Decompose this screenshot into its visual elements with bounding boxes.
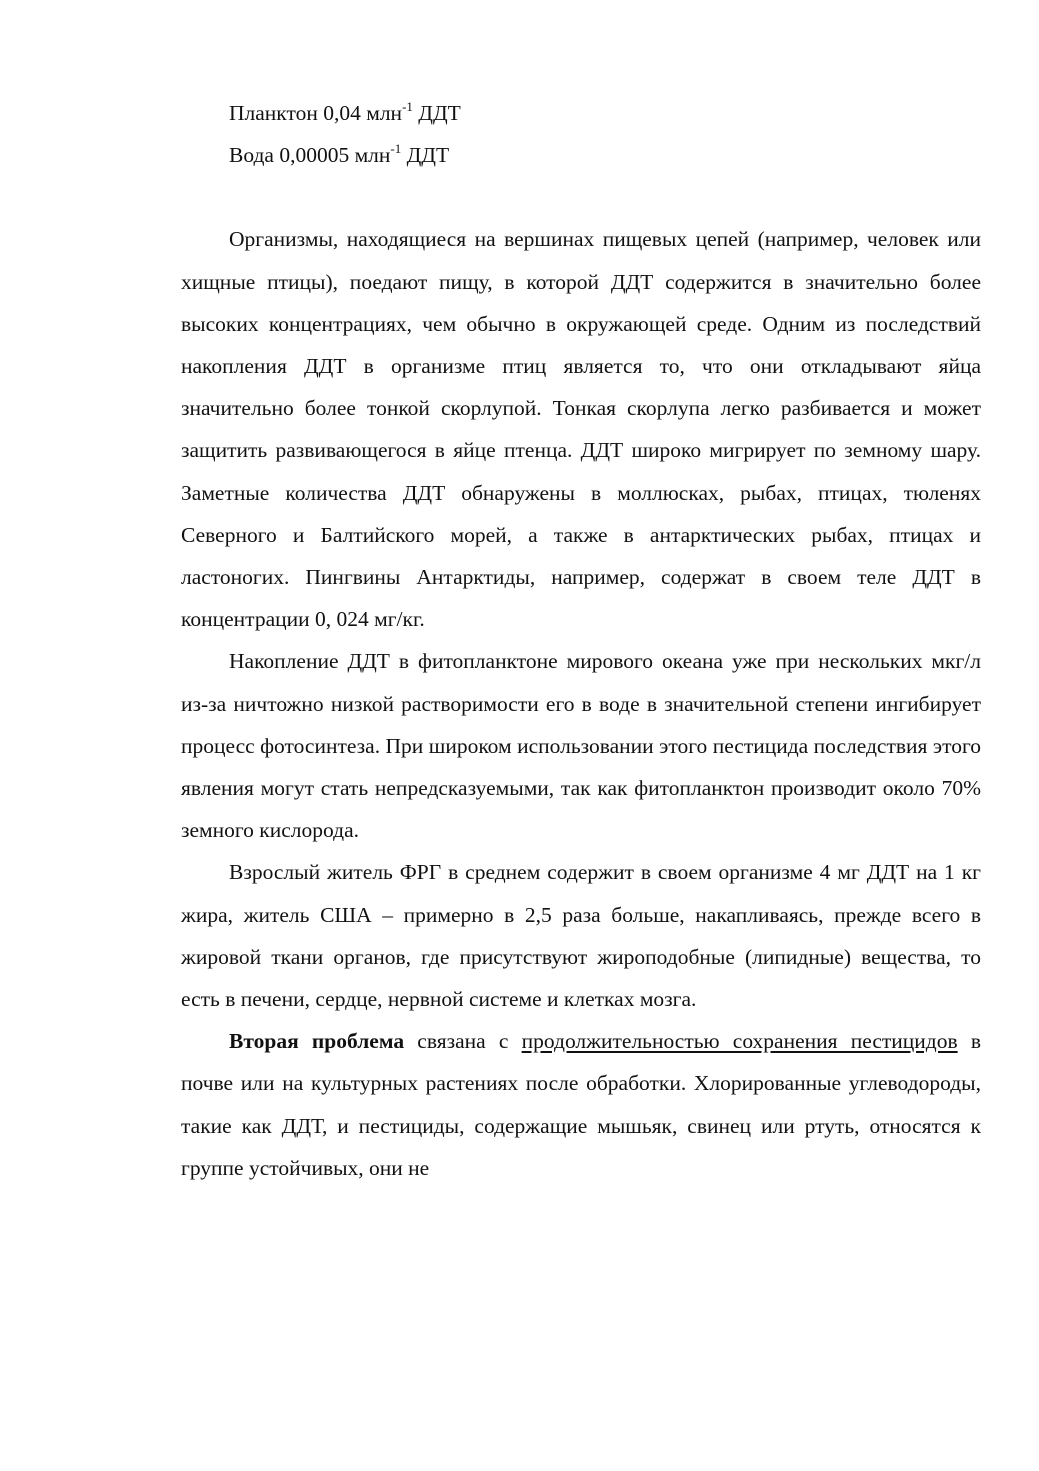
bold-heading-phrase: Вторая проблема bbox=[229, 1029, 405, 1054]
concentration-exponent: -1 bbox=[390, 141, 402, 157]
paragraph-text: связана с bbox=[404, 1029, 522, 1054]
concentration-label: Вода 0,00005 млн bbox=[229, 143, 391, 168]
underlined-phrase: продолжительностью сохранения пестицидов bbox=[521, 1029, 958, 1054]
concentration-unit: ДДТ bbox=[401, 143, 450, 168]
paragraph-text: в почве или на культурных растениях после обработки. Хлорированные углеводороды, такие как ДДТ, и пестициды, содержащие мышьяк, свинец или ртуть, относятся к группе устойчивых, они не bbox=[181, 1029, 981, 1180]
paragraph-top-predators: Организмы, находящиеся на вершинах пищевых цепей (например, человек или хищные птицы), поедают пищу, в которой ДДТ содержится в значительно более высоких концентрациях, чем обычно в окружающей среде. Одним из последствий накопления ДДТ в организме птиц является то, что они откладывают яйца значительно более тонкой скорлупой. Тонкая скорлупа легко разбивается и может защитить развивающегося в яйце птенца. ДДТ широко мигрирует по земному шару. Заметные количества ДДТ обнаружены в моллюсках, рыбах, птицах, тюленях Северного и Балтийского морей, а также в антарктических рыбах, птицах и ластоногих. Пингвины Антарктиды, например, содержат в своем теле ДДТ в концентрации 0, 024 мг/кг. bbox=[181, 227, 981, 632]
paragraph-human-accumulation: Взрослый житель ФРГ в среднем содержит в своем организме 4 мг ДДТ на 1 кг жира, житель США – примерно в 2,5 раза больше, накапливаясь, прежде всего в жировой ткани органов, где присутствуют жироподобные (липидные) вещества, то есть в печени, сердце, нервной системе и клетках мозга. bbox=[181, 860, 981, 1012]
concentration-exponent: -1 bbox=[402, 98, 413, 114]
paragraph-phytoplankton: Накопление ДДТ в фитопланктоне мирового океана уже при нескольких мкг/л из-за ничтожно низкой растворимости его в воде в значительной степени ингибирует процесс фотосинтеза. При широком использовании этого пестицида последствия этого явления могут стать непредсказуемыми, так как фитопланктон производит около 70% земного кислорода. bbox=[181, 649, 981, 843]
document-page bbox=[181, 92, 981, 1189]
concentration-line-plankton bbox=[181, 92, 981, 134]
paragraph-second-problem bbox=[181, 1020, 981, 1189]
paragraph-spacer bbox=[181, 176, 981, 218]
concentration-line-water bbox=[181, 134, 981, 176]
concentration-unit: ДДТ bbox=[412, 101, 461, 125]
concentration-label: Планктон 0,04 млн bbox=[229, 101, 403, 125]
